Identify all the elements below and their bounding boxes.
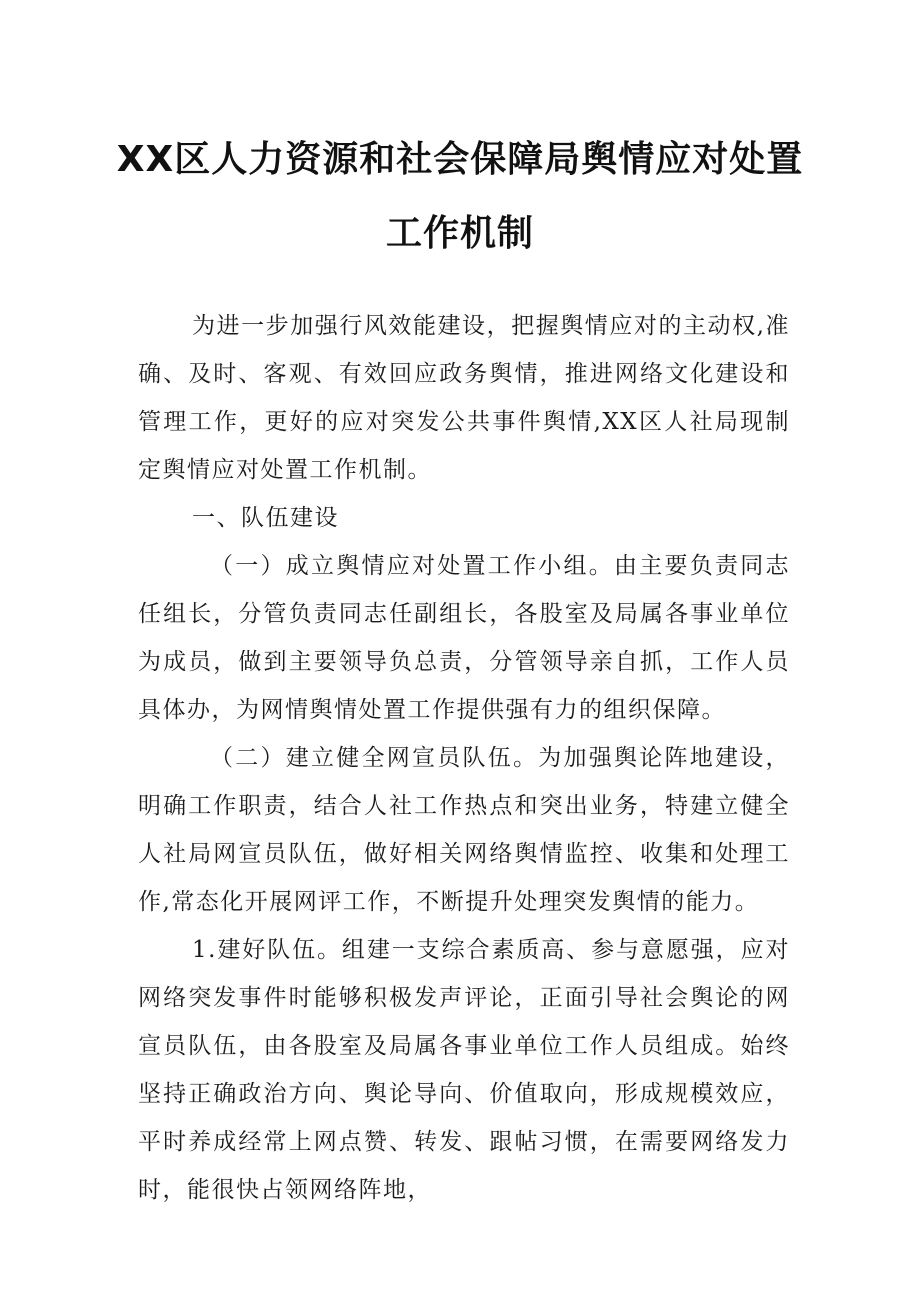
document-title-line1: XX区人力资源和社会保障局舆情应对处置 <box>116 139 804 180</box>
section-heading-team-building: 一、队伍建设 <box>192 505 339 531</box>
item-2-paragraph: （二）建立健全网宣员队伍。为加强舆论阵地建设，明确工作职责，结合人社工作热点和突出业务，特建立健全人社局网宣员队伍，做好相关网络舆情监控、收集和处理工作,常态化开展网评工作，不断提升处理突发舆情的能力。 <box>138 745 790 915</box>
intro-paragraph: 为进一步加强行风效能建设，把握舆情应对的主动权,准确、及时、客观、有效回应政务舆情，推进网络文化建设和管理工作，更好的应对突发公共事件舆情,XX区人社局现制定舆情应对处置工作机制。 <box>138 313 790 483</box>
document-title-line2: 工作机制 <box>385 213 534 254</box>
subitem-1-paragraph: 1.建好队伍。组建一支综合素质高、参与意愿强，应对网络突发事件时能够积极发声评论，正面引导社会舆论的网宣员队伍，由各股室及局属各事业单位工作人员组成。始终坚持正确政治方向、舆论导向、价值取向，形成规模效应，平时养成经常上网点赞、转发、跟帖习惯，在需要网络发力时，能很快占领网络阵地， <box>138 937 790 1203</box>
item-1-paragraph: （一）成立舆情应对处置工作小组。由主要负责同志任组长，分管负责同志任副组长，各股室及局属各事业单位为成员，做到主要领导负总责，分管领导亲自抓，工作人员具体办，为网情舆情处置工作提供强有力的组织保障。 <box>138 553 790 723</box>
